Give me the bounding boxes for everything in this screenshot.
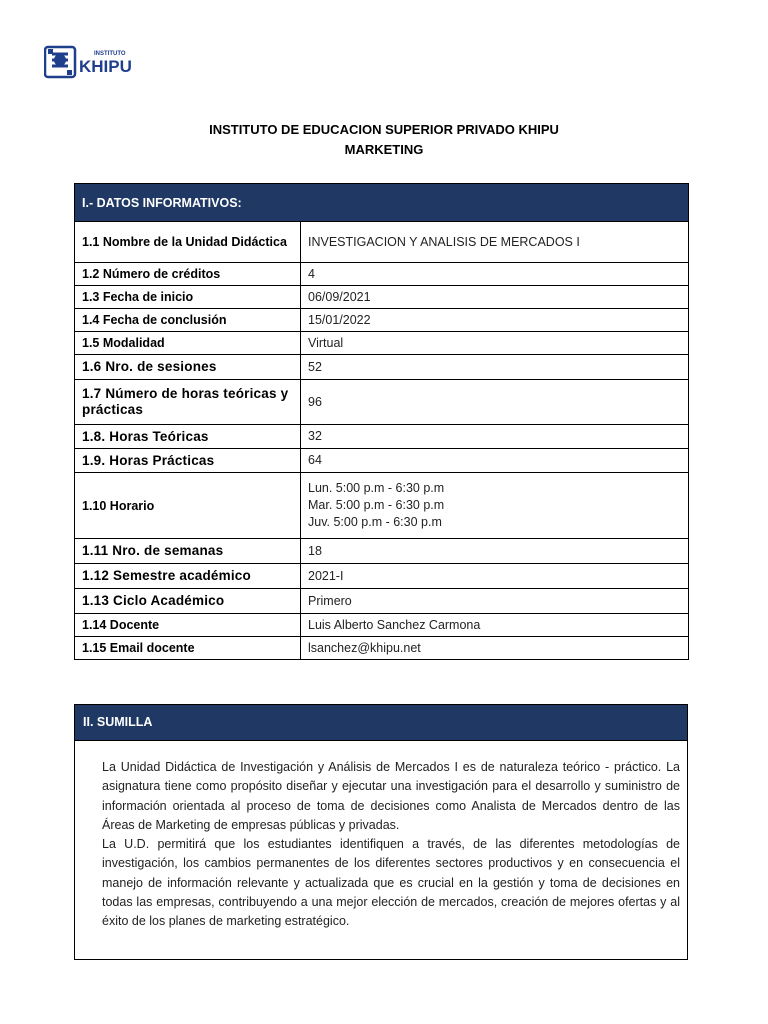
table-row bbox=[75, 425, 689, 449]
row-value[interactable] bbox=[301, 637, 689, 660]
row-label: 1.2 Número de créditos bbox=[75, 263, 301, 286]
row-value: 18 bbox=[301, 539, 689, 564]
row-label: 1.12 Semestre académico bbox=[75, 564, 301, 589]
row-label: 1.11 Nro. de semanas bbox=[75, 539, 301, 564]
row-label: 1.4 Fecha de conclusión bbox=[75, 309, 301, 332]
sumilla-text bbox=[102, 758, 680, 932]
table-row bbox=[75, 637, 689, 660]
row-label: 1.1 Nombre de la Unidad Didáctica bbox=[75, 222, 301, 263]
table-row bbox=[75, 309, 689, 332]
logo-emblem-icon bbox=[45, 47, 75, 77]
khipu-logo bbox=[44, 44, 148, 80]
row-value: 32 bbox=[301, 425, 689, 449]
table-row bbox=[75, 564, 689, 589]
datos-informativos-table bbox=[74, 183, 689, 660]
row-value: 64 bbox=[301, 449, 689, 473]
datos-section-title: I.- DATOS INFORMATIVOS: bbox=[75, 184, 689, 222]
logo-big-text: KHIPU bbox=[79, 57, 132, 76]
table-row bbox=[75, 473, 689, 539]
table-row bbox=[75, 355, 689, 380]
program-title: MARKETING bbox=[344, 142, 424, 157]
sumilla-paragraph-1: La Unidad Didáctica de Investigación y Análisis de Mercados I es de naturaleza teórico - práctico. La asignatura tiene como propósito diseñar y ejecutar una investigación para el desarrollo y suministro de información orientada al proceso de toma de decisiones como Analista de Mercados dentro de las Áreas de Marketing de empresas públicas y privadas. bbox=[102, 760, 680, 832]
table-row bbox=[75, 286, 689, 309]
row-value: INVESTIGACION Y ANALISIS DE MERCADOS I bbox=[301, 222, 689, 263]
row-label: 1.14 Docente bbox=[75, 614, 301, 637]
institution-title: INSTITUTO DE EDUCACION SUPERIOR PRIVADO KHIPU bbox=[209, 122, 559, 137]
row-label: 1.13 Ciclo Académico bbox=[75, 589, 301, 614]
table-row bbox=[75, 380, 689, 425]
table-row bbox=[75, 539, 689, 564]
logo-small-text: INSTITUTO bbox=[94, 51, 126, 57]
row-value: 2021-I bbox=[301, 564, 689, 589]
row-label: 1.15 Email docente bbox=[75, 637, 301, 660]
table-row bbox=[75, 614, 689, 637]
row-label: 1.10 Horario bbox=[75, 473, 301, 539]
row-label: 1.6 Nro. de sesiones bbox=[75, 355, 301, 380]
row-value: 06/09/2021 bbox=[301, 286, 689, 309]
table-row bbox=[75, 589, 689, 614]
sumilla-paragraph-2: La U.D. permitirá que los estudiantes identifiquen a través, de las diferentes metodologías de investigación, los cambios permanentes de los diferentes sectores productivos y en consecuencia el manejo de información relevante y actualizada que es crucial en la gestión y toma de decisiones en todas las empresas, contribuyendo a una mejor elección de mercados, creación de mejores ofertas y al éxito de los planes de marketing estratégico. bbox=[102, 837, 680, 929]
row-label: 1.3 Fecha de inicio bbox=[75, 286, 301, 309]
row-value: Primero bbox=[301, 589, 689, 614]
row-value: 96 bbox=[301, 380, 689, 425]
row-value: Virtual bbox=[301, 332, 689, 355]
row-label: 1.8. Horas Teóricas bbox=[75, 425, 301, 449]
table-row bbox=[75, 263, 689, 286]
email-link[interactable]: lsanchez@khipu.net bbox=[308, 640, 421, 655]
sumilla-section bbox=[74, 704, 688, 960]
row-label: 1.9. Horas Prácticas bbox=[75, 449, 301, 473]
row-value: 4 bbox=[301, 263, 689, 286]
sumilla-section-title: II. SUMILLA bbox=[75, 705, 687, 741]
table-row bbox=[75, 332, 689, 355]
row-label: 1.7 Número de horas teóricas y prácticas bbox=[75, 380, 301, 425]
row-value: Lun. 5:00 p.m - 6:30 p.m Mar. 5:00 p.m - 6:30 p.m Juv. 5:00 p.m - 6:30 p.m bbox=[301, 473, 689, 539]
row-value: Luis Alberto Sanchez Carmona bbox=[301, 614, 689, 637]
table-row bbox=[75, 222, 689, 263]
row-value: 52 bbox=[301, 355, 689, 380]
row-value: 15/01/2022 bbox=[301, 309, 689, 332]
table-row bbox=[75, 449, 689, 473]
row-label: 1.5 Modalidad bbox=[75, 332, 301, 355]
